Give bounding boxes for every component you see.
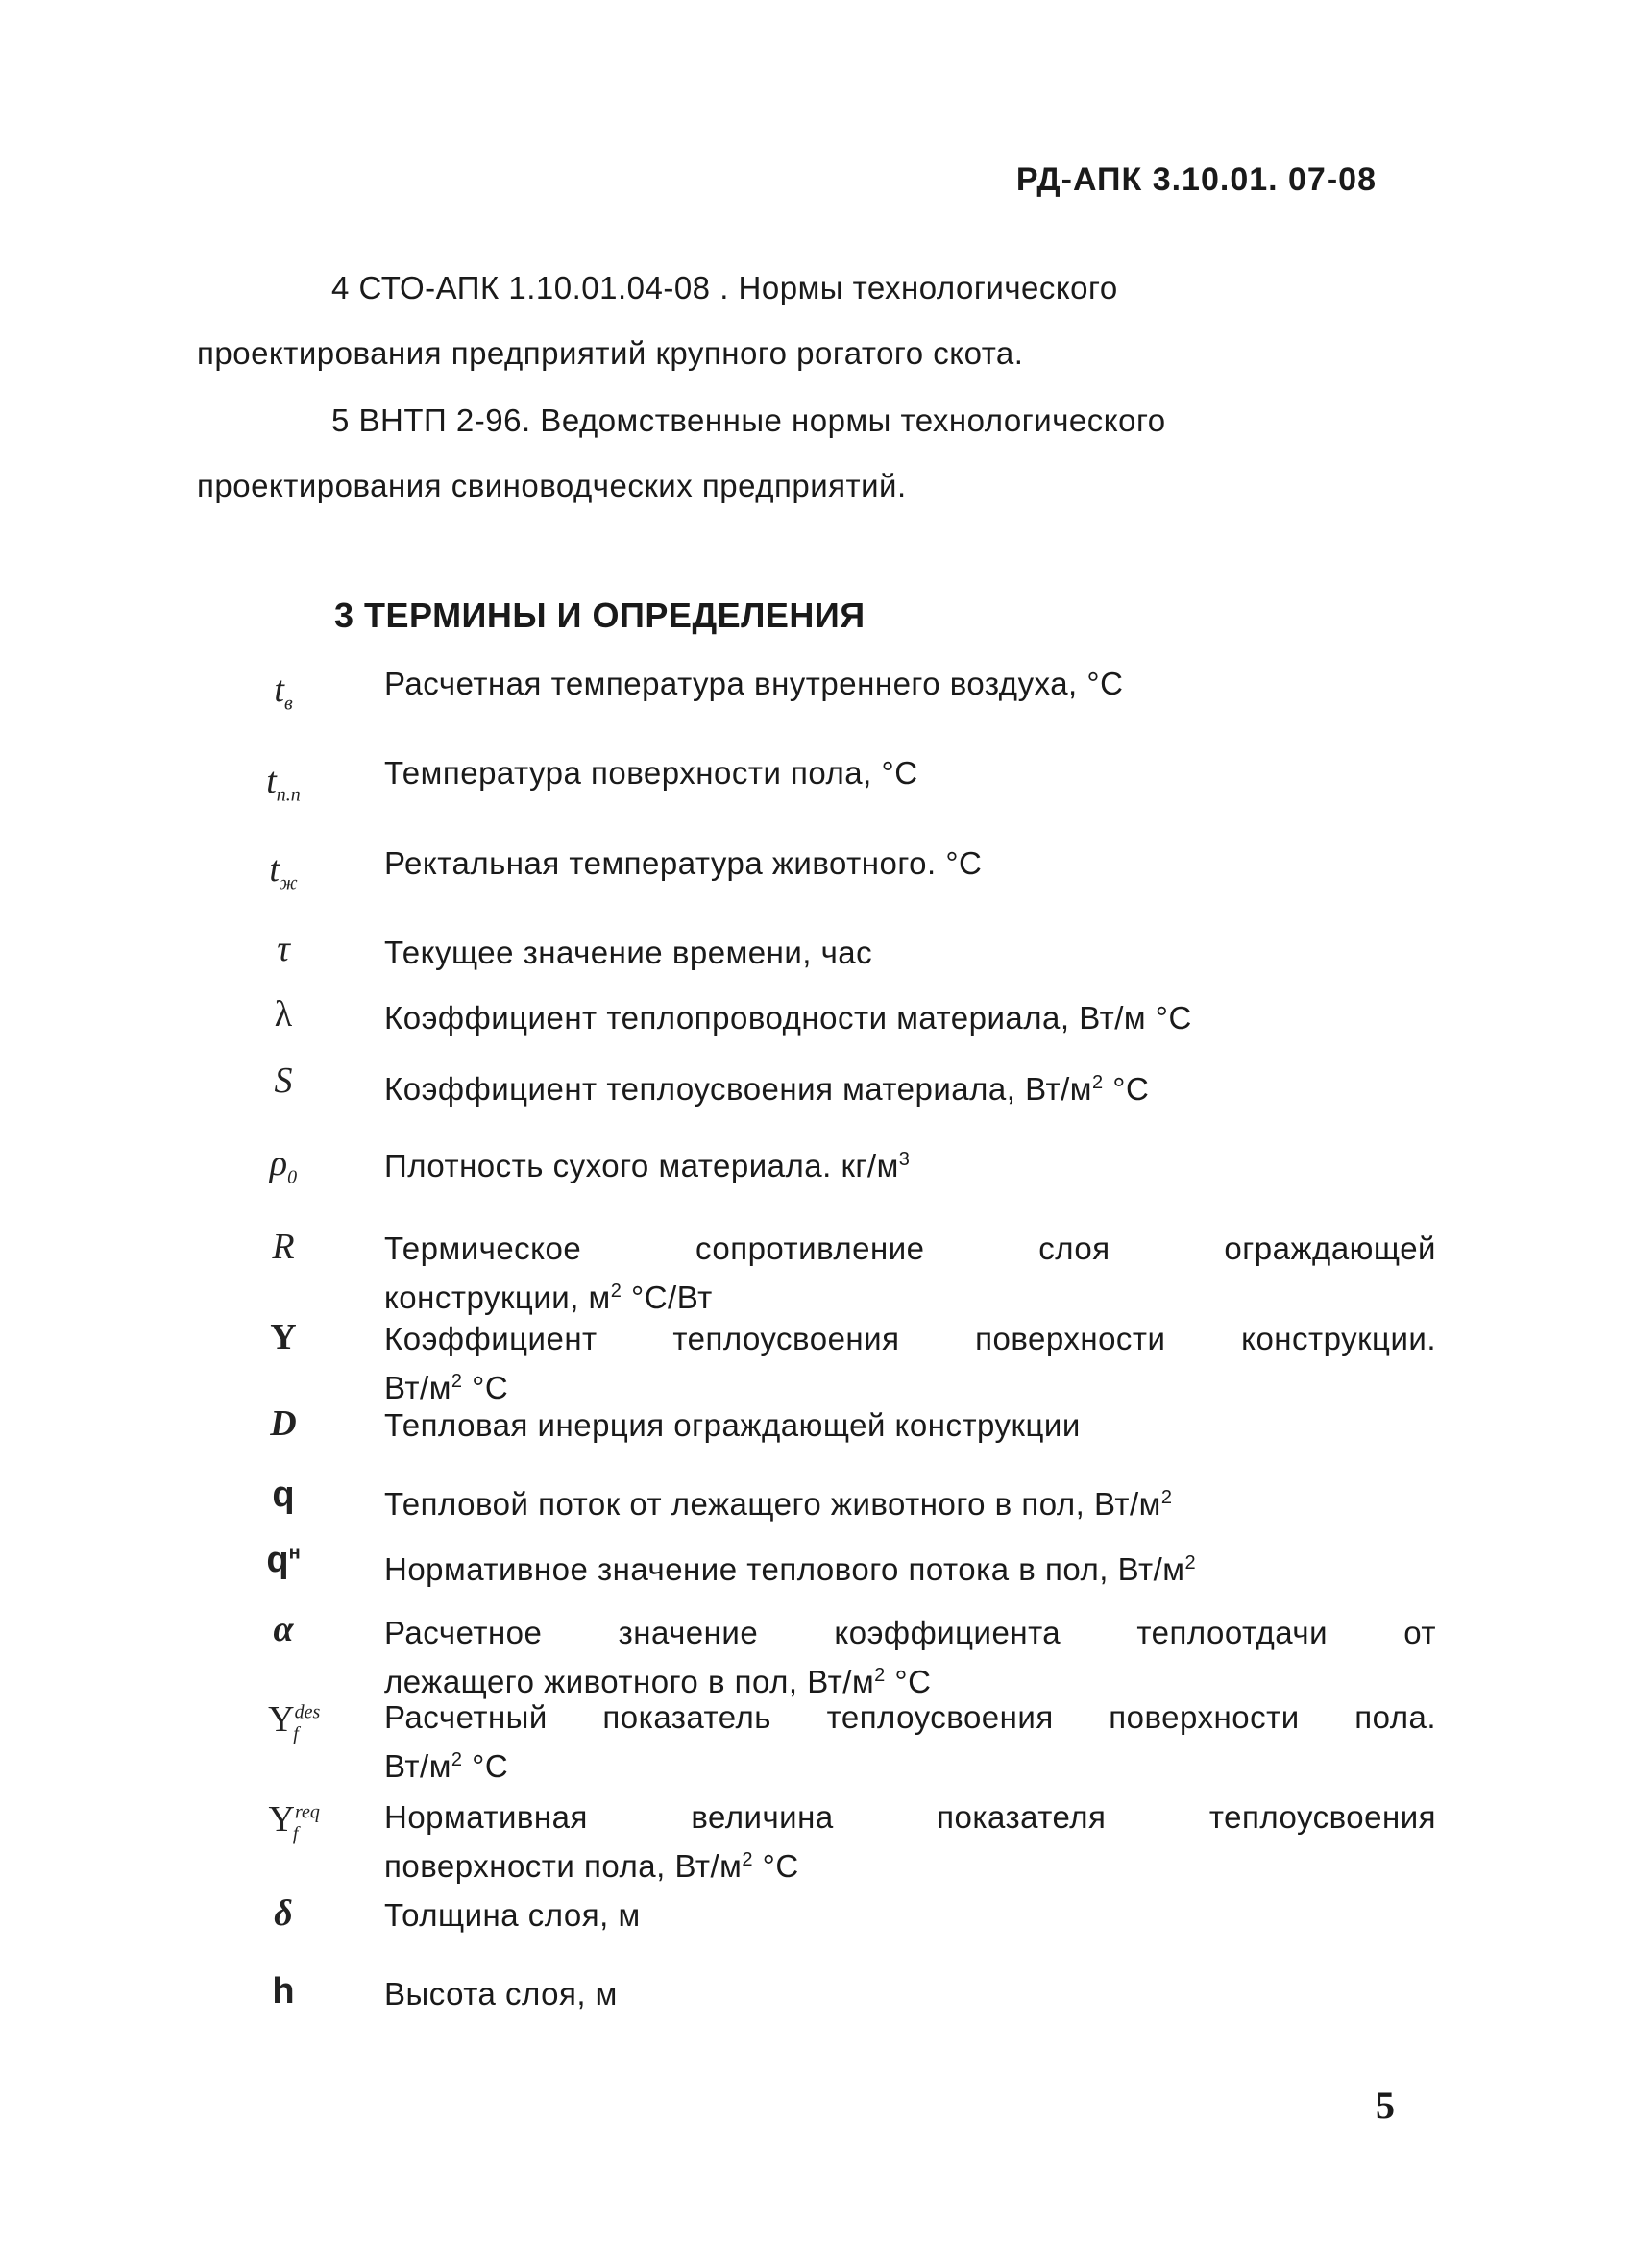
term-symbol: α <box>273 1609 294 1649</box>
reference-line-2: проектирования свиноводческих предприятий. <box>197 468 907 503</box>
term-definition: Коэффициент теплопроводности материала, Вт/м °С <box>384 1000 1192 1036</box>
term-symbol: λ <box>274 994 293 1035</box>
reference-line-1 <box>197 256 1282 321</box>
term-definition: Расчетное значение коэффициента теплоотдачи от лежащего животного в пол, $Вт/м^2$ °С <box>384 1615 1436 1699</box>
term-symbol: h <box>272 1971 295 2012</box>
term-symbol: $t_ж$ <box>269 849 298 894</box>
term-definition: Толщина слоя, м <box>384 1897 641 1933</box>
term-definition: Высота слоя, м <box>384 1976 618 2012</box>
term-symbol: q <box>272 1475 295 1515</box>
term-definition: Расчетный показатель теплоусвоения поверхности пола. $Вт/м^2$ °С <box>384 1699 1436 1784</box>
term-symbol: S <box>274 1061 293 1101</box>
term-definition: Ректальная температура животного. °С <box>384 845 983 881</box>
reference-line-1 <box>197 388 1282 453</box>
reference-number: 4 <box>331 270 350 305</box>
term-symbol: $t_в$ <box>274 670 293 715</box>
reference-line-2: проектирования предприятий крупного рогатого скота. <box>197 335 1024 371</box>
term-definition: Нормативное значение теплового потока в пол, $Вт/м^2$ <box>384 1551 1197 1587</box>
term-definition: Нормативная величина показателя теплоусвоения поверхности пола, $Вт/м^2$ °С <box>384 1799 1436 1884</box>
term-definition: Температура поверхности пола, °С <box>384 755 918 791</box>
term-symbol: δ <box>274 1893 293 1934</box>
term-symbol: D <box>270 1403 297 1444</box>
term-definition: Текущее значение времени, час <box>384 935 873 970</box>
term-symbol: R <box>272 1227 295 1267</box>
term-definition: Тепловая инерция ограждающей конструкции <box>384 1407 1081 1443</box>
term-symbol: $Y^{des}_f$ <box>268 1699 321 1744</box>
term-definition: Тепловой поток от лежащего животного в пол, $Вт/м^2$ <box>384 1486 1173 1522</box>
page-number: 5 <box>1376 2084 1395 2127</box>
term-symbol: Y <box>270 1317 297 1357</box>
term-symbol: $t_{п.п}$ <box>266 761 301 806</box>
reference-text: СТО-АПК 1.10.01.04-08 . Нормы технологического <box>358 270 1118 305</box>
document-code: РД-АПК 3.10.01. 07-08 <box>1015 161 1377 198</box>
term-definition: Коэффициент теплоусвоения материала, $Вт/м^2$ °С <box>384 1071 1150 1107</box>
term-symbol: $Y^{req}_f$ <box>268 1799 320 1844</box>
term-symbol: $q^н$ <box>266 1540 301 1580</box>
reference-text: ВНТП 2-96. Ведомственные нормы технологического <box>358 402 1166 438</box>
section-title: 3 ТЕРМИНЫ И ОПРЕДЕЛЕНИЯ <box>334 596 866 635</box>
reference-number: 5 <box>331 402 350 438</box>
reference-item <box>197 388 1282 519</box>
term-definition: Коэффициент теплоусвоения поверхности конструкции. $Вт/м^2$ °С <box>384 1321 1436 1405</box>
term-symbol: $\rho_0$ <box>269 1143 298 1188</box>
term-symbol: τ <box>277 929 290 969</box>
term-definition: Плотность сухого материала. $кг/м^3$ <box>384 1148 911 1183</box>
reference-item <box>197 256 1282 386</box>
term-definition: Термическое сопротивление слоя ограждающей конструкции, $м^2$ °С/Вт <box>384 1231 1436 1315</box>
term-definition: Расчетная температура внутреннего воздуха, °С <box>384 666 1124 701</box>
